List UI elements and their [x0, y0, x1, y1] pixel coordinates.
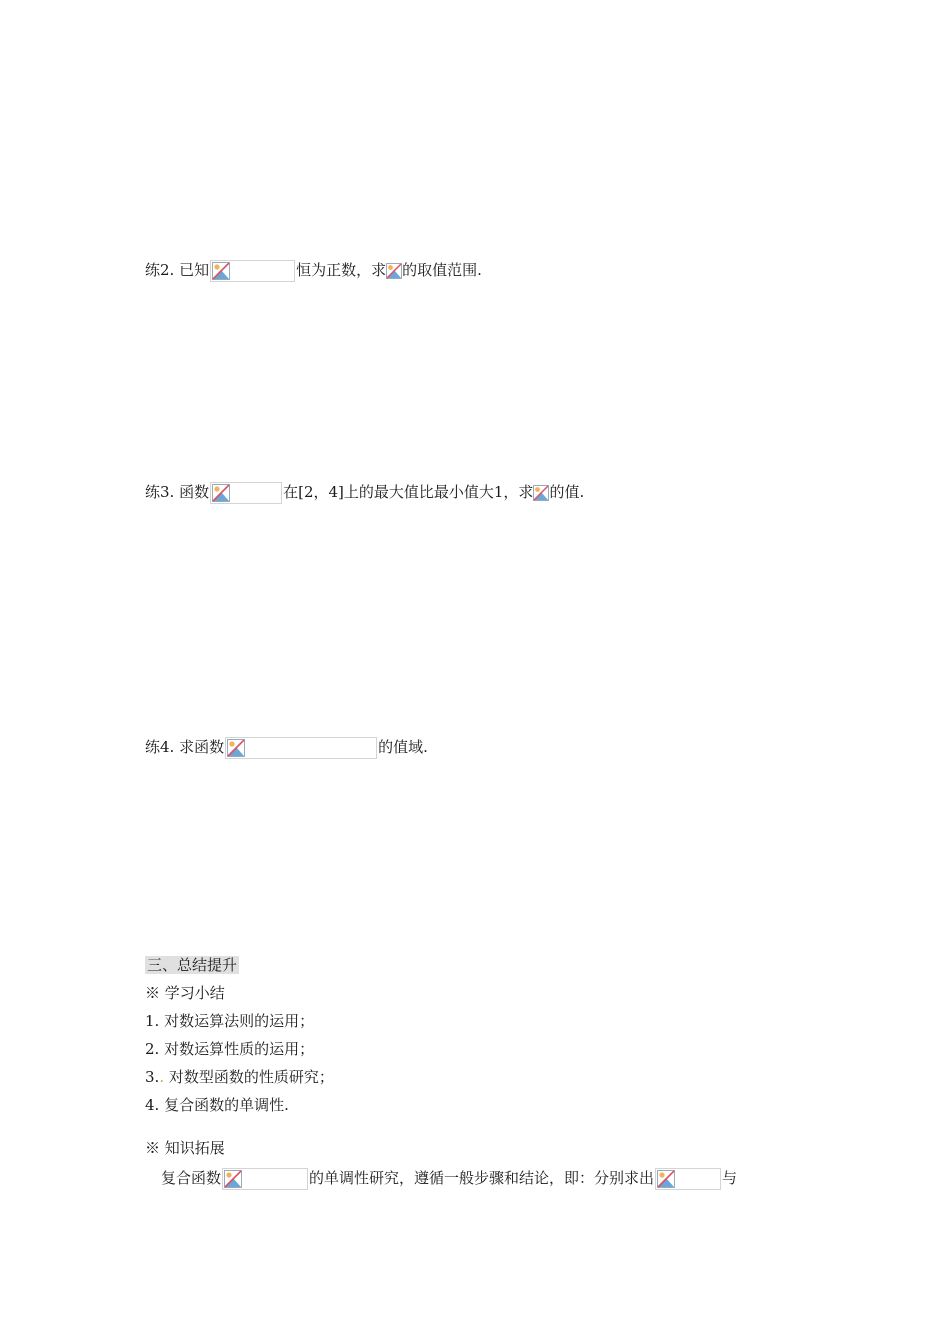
- formula-image-icon: [210, 260, 295, 282]
- extension-paragraph: [161, 1165, 737, 1191]
- exercise-4-suffix: 的值域.: [378, 738, 428, 756]
- extension-prefix: 复合函数: [161, 1169, 222, 1187]
- exercise-3: [145, 479, 584, 505]
- summary-item-2: 2. 对数运算性质的运用；: [145, 1040, 315, 1058]
- section-title: 三、总结提升: [147, 956, 238, 974]
- formula-image-icon: [222, 1168, 308, 1190]
- study-summary-heading: ※ 学习小结: [145, 984, 225, 1002]
- extension-middle: 的单调性研究，遵循一般步骤和结论，即：分别求出: [309, 1169, 655, 1187]
- exercise-2-prefix: 练2. 已知: [145, 261, 210, 279]
- summary-item-1: 1. 对数运算法则的运用；: [145, 1012, 315, 1030]
- variable-image-icon: [533, 485, 549, 501]
- summary-item-3: [145, 1064, 334, 1090]
- exercise-3-suffix: 的值.: [549, 483, 585, 501]
- exercise-2: [145, 257, 482, 283]
- extension-suffix: 与: [722, 1169, 738, 1187]
- summary-item-3-number: 3.: [145, 1068, 160, 1086]
- exercise-2-suffix: 的取值范围.: [402, 261, 482, 279]
- exercise-3-middle: 在[2，4]上的最大值比最小值大1，求: [283, 483, 534, 501]
- formula-image-icon: [655, 1168, 721, 1190]
- variable-image-icon: [386, 263, 402, 279]
- summary-item-3-dot: .: [159, 1068, 165, 1086]
- exercise-4: [145, 734, 428, 760]
- exercise-2-middle: 恒为正数，求: [296, 261, 387, 279]
- summary-title-line: [145, 952, 239, 978]
- knowledge-extension-heading: ※ 知识拓展: [145, 1139, 225, 1157]
- summary-item-3-text: 对数型函数的性质研究；: [168, 1068, 334, 1086]
- exercise-4-prefix: 练4. 求函数: [145, 738, 225, 756]
- formula-image-icon: [225, 737, 377, 759]
- exercise-3-prefix: 练3. 函数: [145, 483, 210, 501]
- summary-item-4: 4. 复合函数的单调性.: [145, 1096, 289, 1114]
- formula-image-icon: [210, 482, 282, 504]
